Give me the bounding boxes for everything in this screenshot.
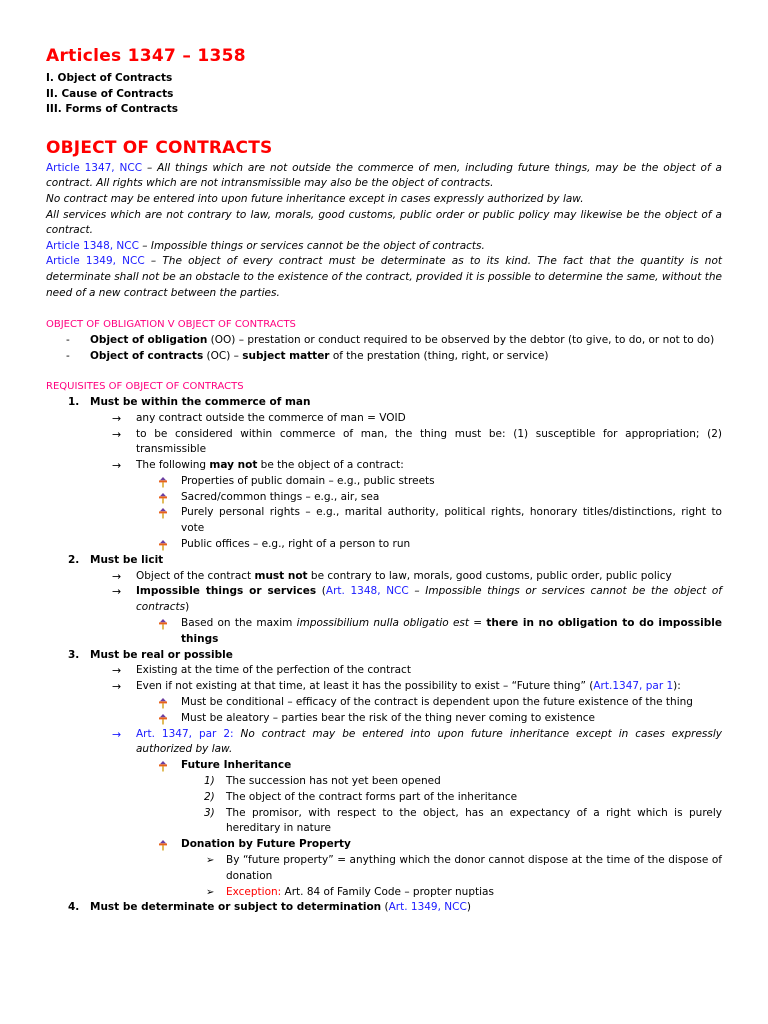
list-item: Public offices – e.g., right of a person to run [46, 537, 722, 553]
list-item: ➢ By “future property” = anything which the donor cannot dispose at the time of the dispose of donation [206, 854, 722, 882]
list-number: 2. [68, 553, 80, 566]
list-item: Future Inheritance [46, 758, 722, 774]
pushpin-icon [158, 477, 168, 488]
intro-paragraph-3: All services which are not contrary to law, morals, good customs, public order or public policy may likewise be the object of a contract. [46, 208, 722, 237]
list-item: - Object of contracts (OC) – subject matter of the prestation (thing, right, or service) [46, 349, 722, 365]
list-item: → Art. 1347, par 2: No contract may be entered into upon future inheritance except in cases expressly authorized by law. [112, 727, 722, 756]
list-number: 3) [204, 806, 215, 819]
pushpin-icon [158, 508, 168, 519]
article-ref: Article 1347, NCC [46, 161, 143, 174]
list-item: ➢ Exception: Art. 84 of Family Code – propter nuptias [46, 885, 722, 901]
list-item: Donation by Future Property [46, 837, 722, 853]
table-of-contents [46, 71, 722, 118]
requisite-2: 2. Must be licit [46, 553, 722, 569]
list-number: 4. [68, 901, 80, 914]
list-item: Properties of public domain – e.g., public streets [46, 474, 722, 490]
pushpin-icon [158, 698, 168, 709]
dash-bullet: - [66, 349, 70, 362]
article-ref: Article 1348, NCC [46, 239, 139, 252]
arrowhead-icon: ➢ [206, 886, 215, 898]
list-item: → any contract outside the commerce of man = VOID [112, 411, 406, 425]
list-item: Must be conditional – efficacy of the contract is dependent upon the future existence of the thing [46, 695, 722, 711]
pushpin-icon [158, 493, 168, 504]
list-item: 2) The object of the contract forms part of the inheritance [46, 790, 722, 806]
article-ref: Article 1349, NCC [46, 255, 145, 268]
list-item: 1) The succession has not yet been opened [46, 774, 722, 790]
list-item: → Existing at the time of the perfection of the contract [112, 664, 411, 678]
right-arrow: → [112, 427, 122, 441]
list-item: - Object of obligation (OO) – prestation or conduct required to be observed by the debtor (to give, to do, or not to do) [46, 333, 722, 349]
pushpin-icon [158, 540, 168, 551]
document-title: Articles 1347 – 1358 [46, 46, 246, 66]
right-arrow: → [112, 664, 122, 678]
article-text: – All things which are not outside the commerce of men, including future things, may be the object of a contract. All rights which are not intransmissible may also be the object of contracts. [46, 161, 722, 190]
list-number: 1) [204, 775, 215, 788]
arrowhead-icon: ➢ [206, 855, 215, 867]
toc-item: I. Object of Contracts [46, 72, 173, 84]
pushpin-icon [158, 619, 168, 630]
list-item: Must be aleatory – parties bear the risk of the thing never coming to existence [46, 711, 722, 727]
list-item: → Impossible things or services (Art. 1348, NCC – Impossible things or services cannot be the object of contracts) [112, 585, 722, 614]
intro-paragraph-1 [46, 161, 722, 192]
article-ref: Art. 1349, NCC [388, 901, 467, 914]
intro-paragraph-4 [46, 239, 722, 255]
list-item: → Even if not existing at that time, at least it has the possibility to exist – “Future thing” (Art.1347, par 1): [112, 680, 681, 694]
requisite-1: 1. Must be within the commerce of man [46, 395, 722, 411]
requisite-3: 3. Must be real or possible [46, 648, 722, 664]
right-arrow: → [112, 680, 122, 694]
list-item: → Object of the contract must not be contrary to law, morals, good customs, public order, public policy [112, 569, 672, 583]
intro-paragraph-5 [46, 254, 722, 301]
pushpin-icon [158, 714, 168, 725]
pushpin-icon [158, 761, 168, 772]
list-item: 3) The promisor, with respect to the object, has an expectancy of a right which is purely hereditary in nature [204, 806, 722, 835]
article-ref: Art. 1347, par 2: [136, 727, 234, 740]
list-item: → to be considered within commerce of man, the thing must be: (1) susceptible for appropriation; (2) transmissible [112, 427, 722, 456]
document-page [46, 46, 722, 916]
article-ref: Art. 1348, NCC [325, 585, 409, 598]
list-item: Purely personal rights – e.g., marital authority, political rights, honorary titles/distinctions, right to vote [46, 505, 722, 537]
article-ref: Art.1347, par 1 [593, 680, 674, 693]
subheading-requisites: REQUISITES OF OBJECT OF CONTRACTS [46, 381, 244, 393]
dash-bullet: - [66, 333, 70, 346]
right-arrow: → [112, 411, 122, 425]
list-item: Sacred/common things – e.g., air, sea [46, 490, 722, 506]
list-number: 2) [204, 790, 215, 803]
toc-item: II. Cause of Contracts [46, 87, 174, 100]
list-item: → The following may not be the object of a contract: [112, 459, 404, 473]
list-item: Based on the maxim impossibilium nulla obligatio est = there in no obligation to do impossible things [46, 616, 722, 648]
toc-item: III. Forms of Contracts [46, 103, 178, 116]
article-text: – Impossible things or services cannot be the object of contracts. [138, 239, 485, 252]
intro-paragraph-2: No contract may be entered into upon future inheritance except in cases expressly authorized by law. [46, 192, 584, 205]
subheading-oo: OBJECT OF OBLIGATION V OBJECT OF CONTRACTS [46, 319, 296, 331]
list-number: 1. [68, 395, 80, 408]
right-arrow: → [112, 569, 122, 583]
pushpin-icon [158, 840, 168, 851]
article-text: – The object of every contract must be determinate as to its kind. The fact that the quantity is not determinate shall not be an obstacle to the existence of the contract, provided it is possible to determine the same, without the need of a new contract between the parties. [46, 255, 723, 299]
right-arrow: → [112, 459, 122, 473]
list-number: 3. [68, 648, 80, 661]
requisite-4: 4. Must be determinate or subject to determination (Art. 1349, NCC) [46, 900, 722, 916]
section-heading: OBJECT OF CONTRACTS [46, 137, 273, 158]
right-arrow: → [112, 727, 122, 741]
right-arrow: → [112, 585, 122, 599]
